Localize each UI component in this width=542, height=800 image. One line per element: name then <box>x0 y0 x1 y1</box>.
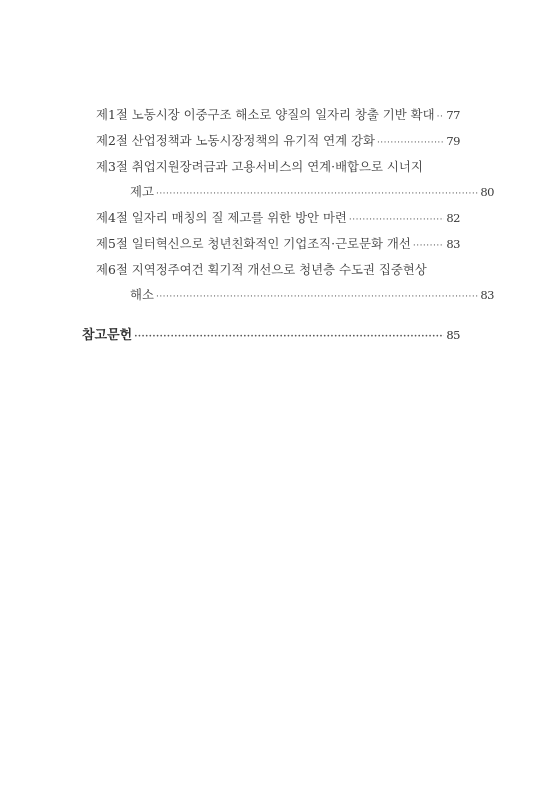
toc-entry-label: 제5절 일터혁신으로 청년친화적인 기업조직·근로문화 개선 <box>96 236 411 251</box>
dot-leader <box>413 238 445 254</box>
toc-entry-section-6[interactable] <box>96 262 494 305</box>
toc-entry-page: 85 <box>446 328 460 342</box>
dot-leader <box>377 135 444 151</box>
dot-leader <box>156 186 478 202</box>
toc-entry-bibliography[interactable] <box>82 327 460 346</box>
toc-entry-section-1[interactable] <box>96 107 460 125</box>
toc-entry-continuation: 제고 <box>130 184 154 199</box>
toc-entry-page: 83 <box>480 288 494 302</box>
toc-entry-page: 82 <box>446 211 460 225</box>
toc-entry-label: 제2절 산업정책과 노동시장정책의 유기적 연계 강화 <box>96 133 375 148</box>
toc-entry-page: 80 <box>480 185 494 199</box>
dot-leader <box>156 289 478 305</box>
dot-leader <box>437 109 445 125</box>
toc-entry-label: 제6절 지역정주여건 획기적 개선으로 청년층 수도권 집중현상 <box>96 262 427 277</box>
dot-leader <box>134 329 444 346</box>
toc-entry-section-4[interactable] <box>96 210 460 228</box>
toc-entry-label: 제3절 취업지원장려금과 고용서비스의 연계·배합으로 시너지 <box>96 159 423 174</box>
toc-entry-label: 참고문헌 <box>82 328 133 343</box>
toc-entry-label: 제4절 일자리 매칭의 질 제고를 위한 방안 마련 <box>96 210 347 225</box>
toc-entry-section-2[interactable] <box>96 133 460 151</box>
toc-entry-page: 83 <box>446 237 460 251</box>
toc-entry-section-5[interactable] <box>96 236 460 254</box>
toc-entry-label: 제1절 노동시장 이중구조 해소로 양질의 일자리 창출 기반 확대 <box>96 107 435 122</box>
toc-entry-page: 79 <box>446 134 460 148</box>
dot-leader <box>349 212 444 228</box>
toc-entry-section-3[interactable] <box>96 159 494 202</box>
toc-entry-continuation: 해소 <box>130 287 154 302</box>
toc-entry-page: 77 <box>446 108 460 122</box>
